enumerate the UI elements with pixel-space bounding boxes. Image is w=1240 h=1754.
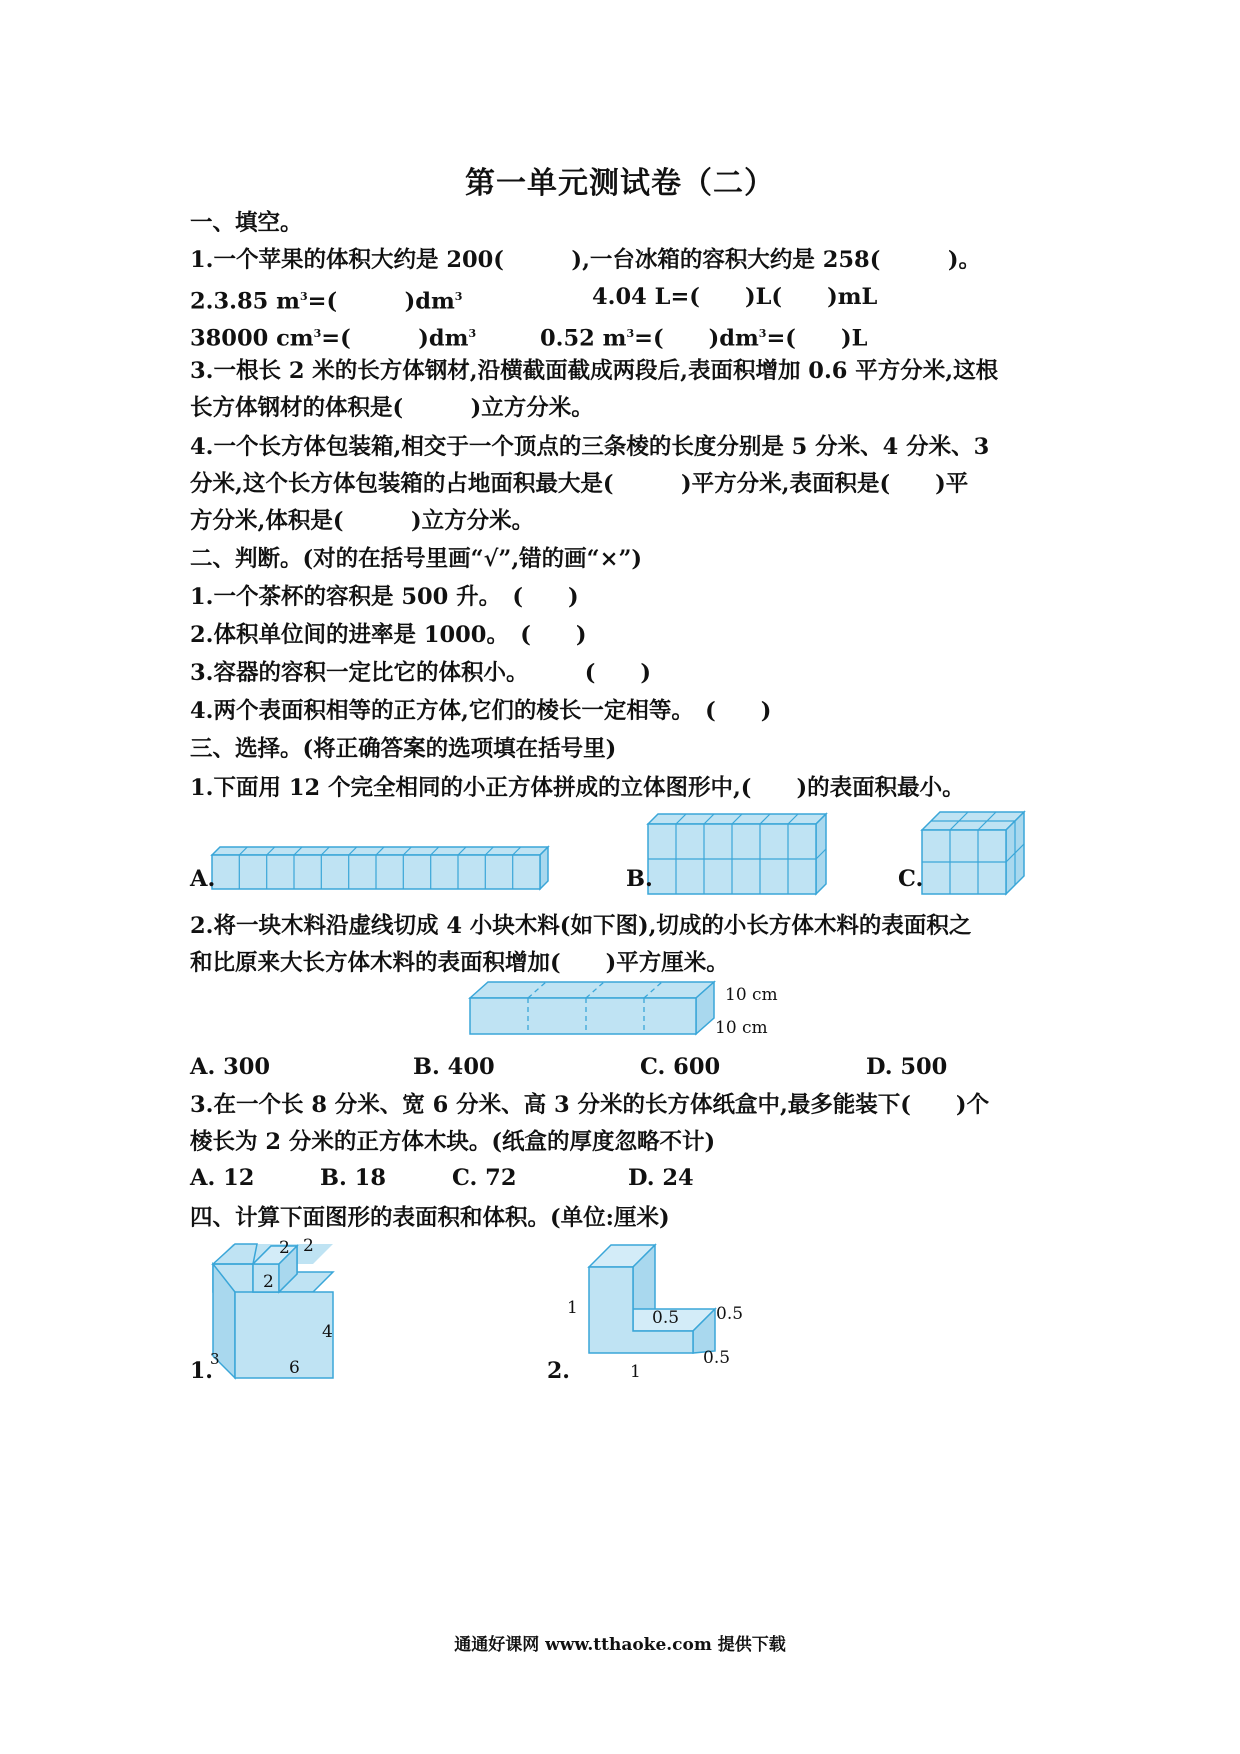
fig2-dim-bottom: 1 — [630, 1362, 641, 1382]
figure-c-3x2x2-cubes — [922, 808, 1028, 898]
wood-dim-depth: 10 cm — [715, 1018, 768, 1038]
fig1-dim-d: 3 — [210, 1350, 220, 1368]
s3-q1: 1.下面用 12 个完全相同的小正方体拼成的立体图形中,( )的表面积最小。 — [190, 775, 965, 801]
section1-heading: 一、填空。 — [190, 210, 303, 236]
figure-b-6x2-cubes — [648, 812, 828, 896]
s3-q2-option-d: D. 500 — [866, 1054, 948, 1080]
s3-q3-option-c: C. 72 — [452, 1165, 517, 1191]
page-title: 第一单元测试卷（二） — [465, 166, 775, 201]
footer-source: 通通好课网 www.tthaoke.com 提供下载 — [454, 1635, 786, 1655]
fig2-dim-right-h: 0.5 — [716, 1304, 744, 1324]
s1-q2b: 4.04 L=( )L( )mL — [592, 284, 878, 310]
figure-1-compound-cuboid — [205, 1236, 355, 1386]
s3-q3-option-d: D. 24 — [628, 1165, 694, 1191]
figure-a-12-cubes-row — [212, 843, 552, 893]
wood-dim-height: 10 cm — [725, 985, 778, 1005]
fig1-dim-top-d: 2 — [303, 1236, 314, 1256]
figure-2-l-shaped-prism — [585, 1235, 720, 1360]
s1-q3-line1: 3.一根长 2 米的长方体钢材,沿横截面截成两段后,表面积增加 0.6 平方分米,这根 — [190, 358, 999, 384]
option-b-label: B. — [626, 866, 653, 892]
s3-q2-line1: 2.将一块木料沿虚线切成 4 小块木料(如下图),切成的小长方体木料的表面积之 — [190, 913, 972, 939]
option-c-label: C. — [898, 866, 924, 892]
s1-q4-line3: 方分米,体积是( )立方分米。 — [190, 508, 535, 534]
s3-q2-line2: 和比原来大长方体木料的表面积增加( )平方厘米。 — [190, 950, 729, 976]
s2-q2: 2.体积单位间的进率是 1000。 ( ) — [190, 622, 587, 648]
section3-heading: 三、选择。(将正确答案的选项填在括号里) — [190, 736, 617, 762]
s2-q4: 4.两个表面积相等的正方体,它们的棱长一定相等。 ( ) — [190, 698, 772, 724]
section4-heading: 四、计算下面图形的表面积和体积。(单位:厘米) — [190, 1205, 670, 1231]
s1-q4-line1: 4.一个长方体包装箱,相交于一个顶点的三条棱的长度分别是 5 分米、4 分米、3 — [190, 434, 990, 460]
fig2-dim-depth: 0.5 — [703, 1348, 731, 1368]
s2-q1: 1.一个茶杯的容积是 500 升。 ( ) — [190, 584, 579, 610]
s1-q4-line2: 分米,这个长方体包装箱的占地面积最大是( )平方分米,表面积是( )平 — [190, 471, 969, 497]
fig1-dim-w: 6 — [289, 1358, 300, 1378]
option-a-label: A. — [190, 866, 216, 892]
s3-q3-line1: 3.在一个长 8 分米、宽 6 分米、高 3 分米的长方体纸盒中,最多能装下( )个 — [190, 1092, 990, 1118]
s1-q2a: 2.3.85 $m^3=$( )$dm^3$ — [190, 288, 463, 315]
s3-q3-option-a: A. 12 — [190, 1165, 255, 1191]
section2-heading: 二、判断。(对的在括号里画“√”,错的画“×”) — [190, 546, 643, 572]
s3-q2-option-c: C. 600 — [640, 1054, 721, 1080]
s3-q3-option-b: B. 18 — [320, 1165, 386, 1191]
figure-2-label: 2. — [547, 1358, 570, 1384]
s3-q2-option-a: A. 300 — [190, 1054, 271, 1080]
s1-q2d: 0.52 $m^3=$( )$dm^3=$( )L — [540, 325, 868, 352]
s2-q3: 3.容器的容积一定比它的体积小。 ( ) — [190, 660, 652, 686]
s1-q3-line2: 长方体钢材的体积是( )立方分米。 — [190, 395, 594, 421]
s1-q2c: 38000 $cm^3=$( )$dm^3$ — [190, 325, 477, 352]
fig2-dim-left-h: 1 — [567, 1298, 578, 1318]
fig1-dim-top-w: 2 — [279, 1238, 290, 1258]
s1-q1: 1.一个苹果的体积大约是 200( ),一台冰箱的容积大约是 258( )。 — [190, 247, 982, 273]
fig1-dim-top-h: 2 — [263, 1272, 274, 1292]
fig2-dim-inner: 0.5 — [652, 1308, 680, 1328]
figure-1-label: 1. — [190, 1358, 213, 1384]
s3-q3-line2: 棱长为 2 分米的正方体木块。(纸盒的厚度忽略不计) — [190, 1129, 716, 1155]
s3-q2-option-b: B. 400 — [413, 1054, 495, 1080]
fig1-dim-h: 4 — [322, 1322, 333, 1342]
